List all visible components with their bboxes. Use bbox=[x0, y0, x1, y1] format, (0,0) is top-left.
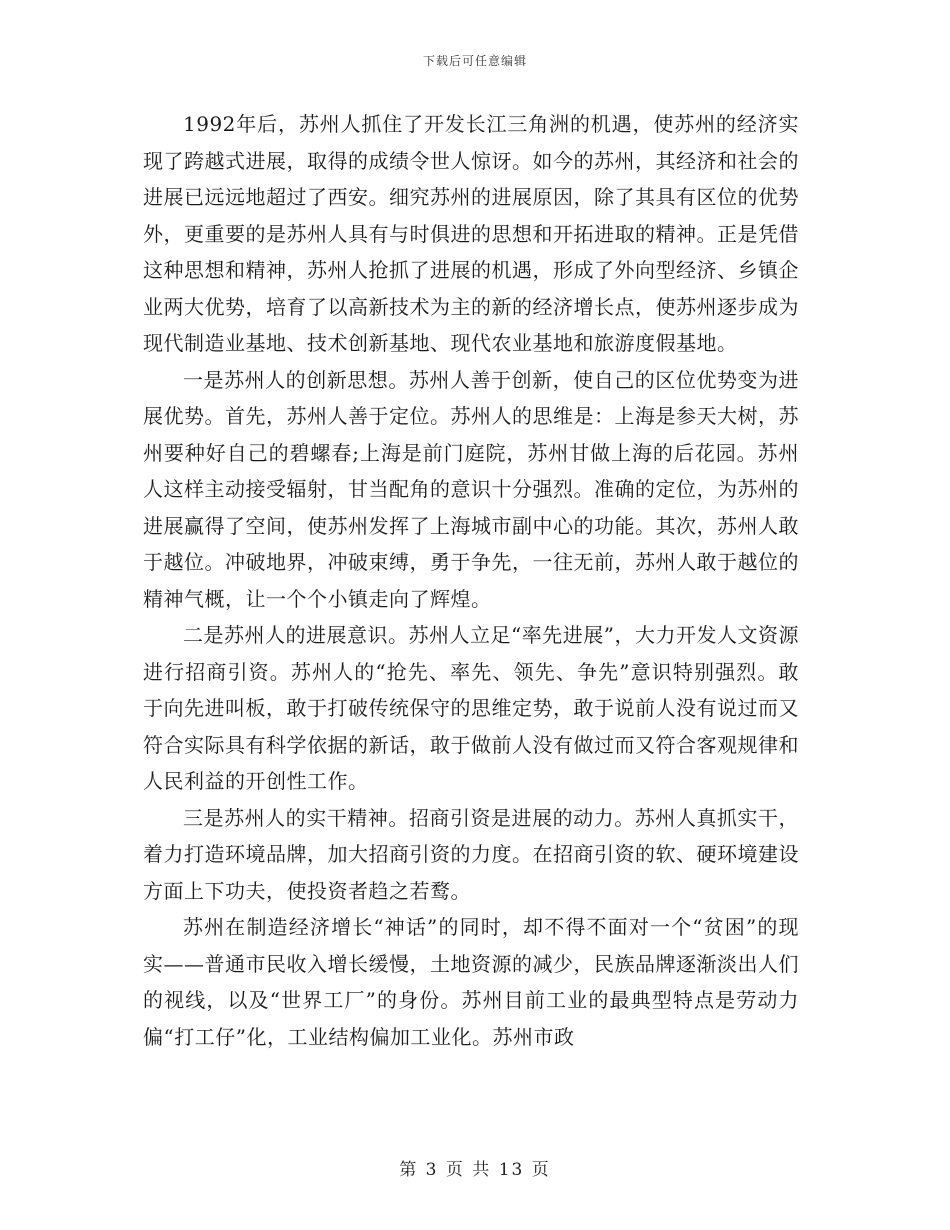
paragraph-5: 苏州在制造经济增长“神话”的同时，却不得不面对一个“贫困”的现实——普通市民收入增长缓慢，土地资源的减少，民族品牌逐渐淡出人们的视线，以及“世界工厂”的身份。苏州目前工业的最典型特点是劳动力偏“打工仔”化，工业结构偏加工业化。苏州市政 bbox=[143, 915, 799, 1049]
page-header: 下载后可任意编辑 bbox=[422, 54, 527, 68]
paragraph-2: 一是苏州人的创新思想。苏州人善于创新，使自己的区位优势变为进展优势。首先，苏州人善于定位。苏州人的思维是：上海是参天大树，苏州要种好自己的碧螺春;上海是前门庭院，苏州甘做上海的后花园。苏州人这样主动接受辐射，甘当配角的意识十分强烈。准确的定位，为苏州的进展赢得了空间，使苏州发挥了上海城市副中心的功能。其次，苏州人敢于越位。冲破地界，冲破束缚，勇于争先，一往无前，苏州人敢于越位的精神气概，让一个个小镇走向了辉煌。 bbox=[143, 367, 799, 611]
paragraph-1: 1992年后，苏州人抓住了开发长江三角洲的机遇，使苏州的经济实现了跨越式进展，取得的成绩令世人惊讶。如今的苏州，其经济和社会的进展已远远地超过了西安。细究苏州的进展原因，除了其具有区位的优势外，更重要的是苏州人具有与时俱进的思想和开拓进取的精神。正是凭借这种思想和精神，苏州人抢抓了进展的机遇，形成了外向型经济、乡镇企业两大优势，培育了以高新技术为主的新的经济增长点，使苏州逐步成为现代制造业基地、技术创新基地、现代农业基地和旅游度假基地。 bbox=[143, 112, 799, 355]
paragraph-4: 三是苏州人的实干精神。招商引资是进展的动力。苏州人真抓实干，着力打造环境品牌，加大招商引资的力度。在招商引资的软、硬环境建设方面上下功夫，使投资者趋之若鹜。 bbox=[143, 805, 799, 903]
document-body bbox=[143, 106, 799, 1055]
page-footer: 第 3 页 共 13 页 bbox=[399, 1160, 551, 1180]
paragraph-3: 二是苏州人的进展意识。苏州人立足“率先进展”，大力开发人文资源进行招商引资。苏州人的“抢先、率先、领先、争先”意识特别强烈。敢于向先进叫板，敢于打破传统保守的思维定势，敢于说前人没有说过而又符合实际具有科学依据的新话，敢于做前人没有做过而又符合客观规律和人民利益的开创性工作。 bbox=[143, 623, 799, 793]
